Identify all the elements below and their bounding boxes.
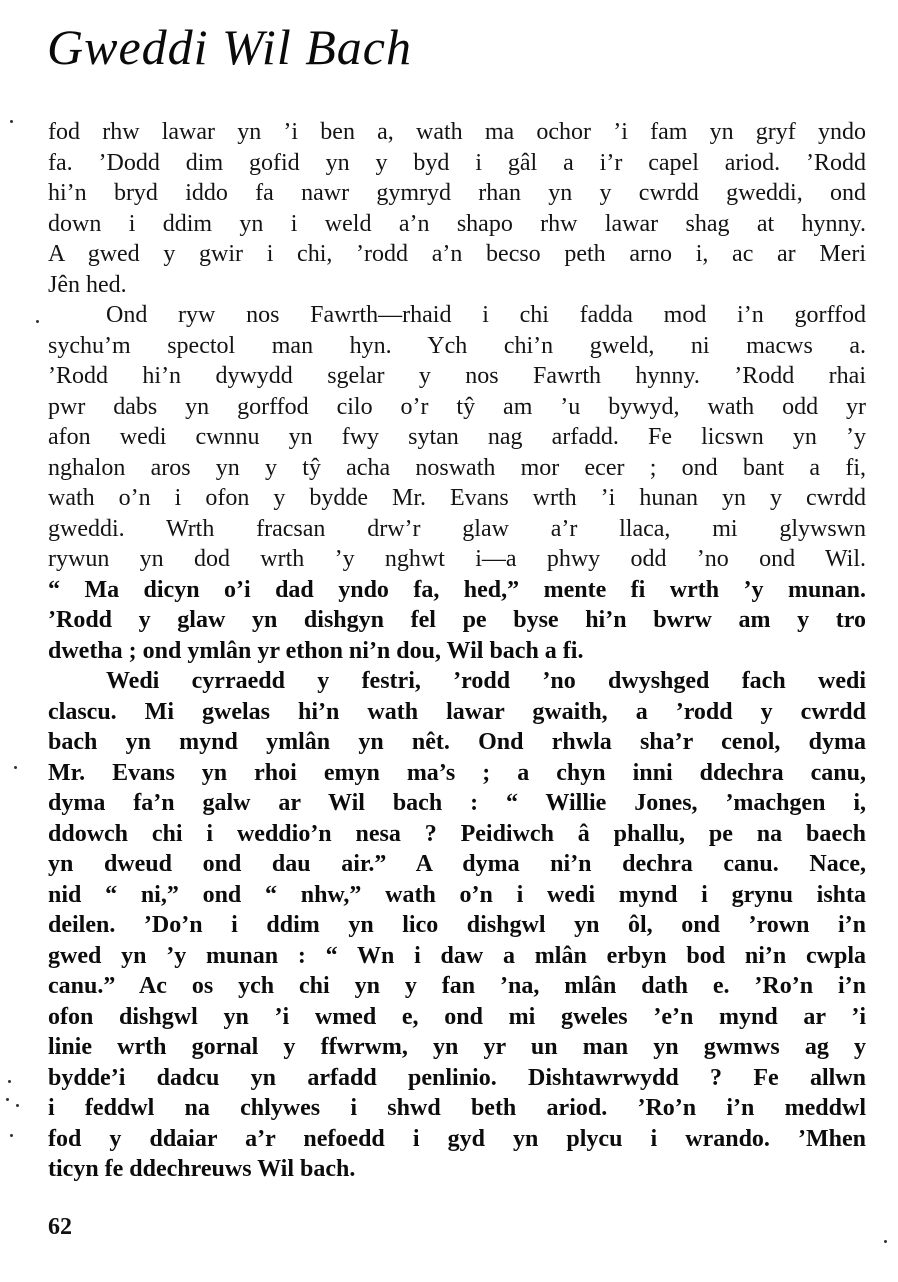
text-line: pwr dabs yn gorffod cilo o’r tŷ am ’u bywyd, wath odd yr xyxy=(48,393,866,420)
text-line: down i ddim yn i weld a’n shapo rhw lawar shag at hynny. xyxy=(48,210,866,237)
text-line: nid “ ni,” ond “ nhw,” wath o’n i wedi mynd i grynu ishta xyxy=(48,881,866,908)
margin-speck xyxy=(14,766,17,769)
margin-speck xyxy=(10,1134,13,1137)
text-line: fa. ’Dodd dim gofid yn y byd i gâl a i’r capel ariod. ’Rodd xyxy=(48,149,866,176)
text-line: Jên hed. xyxy=(48,271,127,298)
text-line: nghalon aros yn y tŷ acha noswath mor ecer ; ond bant a fi, xyxy=(48,454,866,481)
text-line: A gwed y gwir i chi, ’rodd a’n becso peth arno i, ac ar Meri xyxy=(48,241,866,267)
text-line: sychu’m spectol man hyn. Ych chi’n gweld, ni macws a. xyxy=(48,332,866,359)
running-title: Gweddi Wil Bach xyxy=(47,19,412,75)
text-line: ’Rodd y glaw yn dishgyn fel pe byse hi’n bwrw am y tro xyxy=(48,607,866,633)
text-line: bydde’i dadcu yn arfadd penlinio. Dishtawrwydd ? Fe allwn xyxy=(48,1064,866,1091)
text-line: wath o’n i ofon y bydde Mr. Evans wrth ’i hunan yn y cwrdd xyxy=(48,485,866,511)
text-line: ofon dishgwl yn ’i wmed e, ond mi gweles ’e’n mynd ar ’i xyxy=(48,1003,866,1030)
margin-speck xyxy=(8,1080,11,1083)
text-line: rywun yn dod wrth ’y nghwt i—a phwy odd ’no ond Wil. xyxy=(48,546,866,572)
text-line: ’Rodd hi’n dywydd sgelar y nos Fawrth hynny. ’Rodd rhai xyxy=(48,363,866,389)
text-line: Wedi cyrraedd y festri, ’rodd ’no dwyshged fach wedi xyxy=(106,668,866,694)
text-line: dyma fa’n galw ar Wil bach : “ Willie Jones, ’machgen i, xyxy=(48,790,866,816)
text-line: canu.” Ac os ych chi yn y fan ’na, mlân dath e. ’Ro’n i’n xyxy=(48,973,866,999)
text-line: Mr. Evans yn rhoi emyn ma’s ; a chyn inni ddechra canu, xyxy=(48,759,866,786)
text-line: ticyn fe ddechreuws Wil bach. xyxy=(48,1156,356,1182)
text-line: linie wrth gornal y ffwrwm, yn yr un man yn gwmws ag y xyxy=(48,1034,866,1060)
text-line: fod y ddaiar a’r nefoedd i gyd yn plycu i wrando. ’Mhen xyxy=(48,1125,866,1152)
text-line: clascu. Mi gwelas hi’n wath lawar gwaith, a ’rodd y cwrdd xyxy=(48,698,866,725)
text-line: hi’n bryd iddo fa nawr gymryd rhan yn y cwrdd gweddi, ond xyxy=(48,180,866,206)
text-line: gwed yn ’y munan : “ Wn i daw a mlân erbyn bod ni’n cwpla xyxy=(48,942,866,969)
text-line: i feddwl na chlywes i shwd beth ariod. ’Ro’n i’n meddwl xyxy=(48,1095,866,1121)
text-line: gweddi. Wrth fracsan drw’r glaw a’r llaca, mi glywswn xyxy=(48,515,866,542)
text-line: yn dweud ond dau air.” A dyma ni’n dechra canu. Nace, xyxy=(48,851,866,877)
margin-speck xyxy=(36,320,39,323)
text-line: ddowch chi i weddio’n nesa ? Peidiwch â phallu, pe na baech xyxy=(48,820,866,847)
margin-speck xyxy=(16,1104,19,1107)
body-text xyxy=(48,117,866,1185)
text-line: deilen. ’Do’n i ddim yn lico dishgwl yn ôl, ond ’rown i’n xyxy=(48,912,866,938)
text-line: fod rhw lawar yn ’i ben a, wath ma ochor ’i fam yn gryf yndo xyxy=(48,119,866,145)
margin-speck xyxy=(884,1240,887,1243)
margin-speck xyxy=(6,1098,9,1101)
text-line: dwetha ; ond ymlân yr ethon ni’n dou, Wil bach a fi. xyxy=(48,637,584,664)
text-line: “ Ma dicyn o’i dad yndo fa, hed,” mente fi wrth ’y munan. xyxy=(48,576,866,603)
text-line: afon wedi cwnnu yn fwy sytan nag arfadd. Fe licswn yn ’y xyxy=(48,424,866,450)
text-line: Ond ryw nos Fawrth—rhaid i chi fadda mod i’n gorffod xyxy=(106,302,866,328)
margin-speck xyxy=(10,120,13,123)
text-line: bach yn mynd ymlân yn nêt. Ond rhwla sha’r cenol, dyma xyxy=(48,729,866,755)
page-number: 62 xyxy=(48,1214,72,1240)
